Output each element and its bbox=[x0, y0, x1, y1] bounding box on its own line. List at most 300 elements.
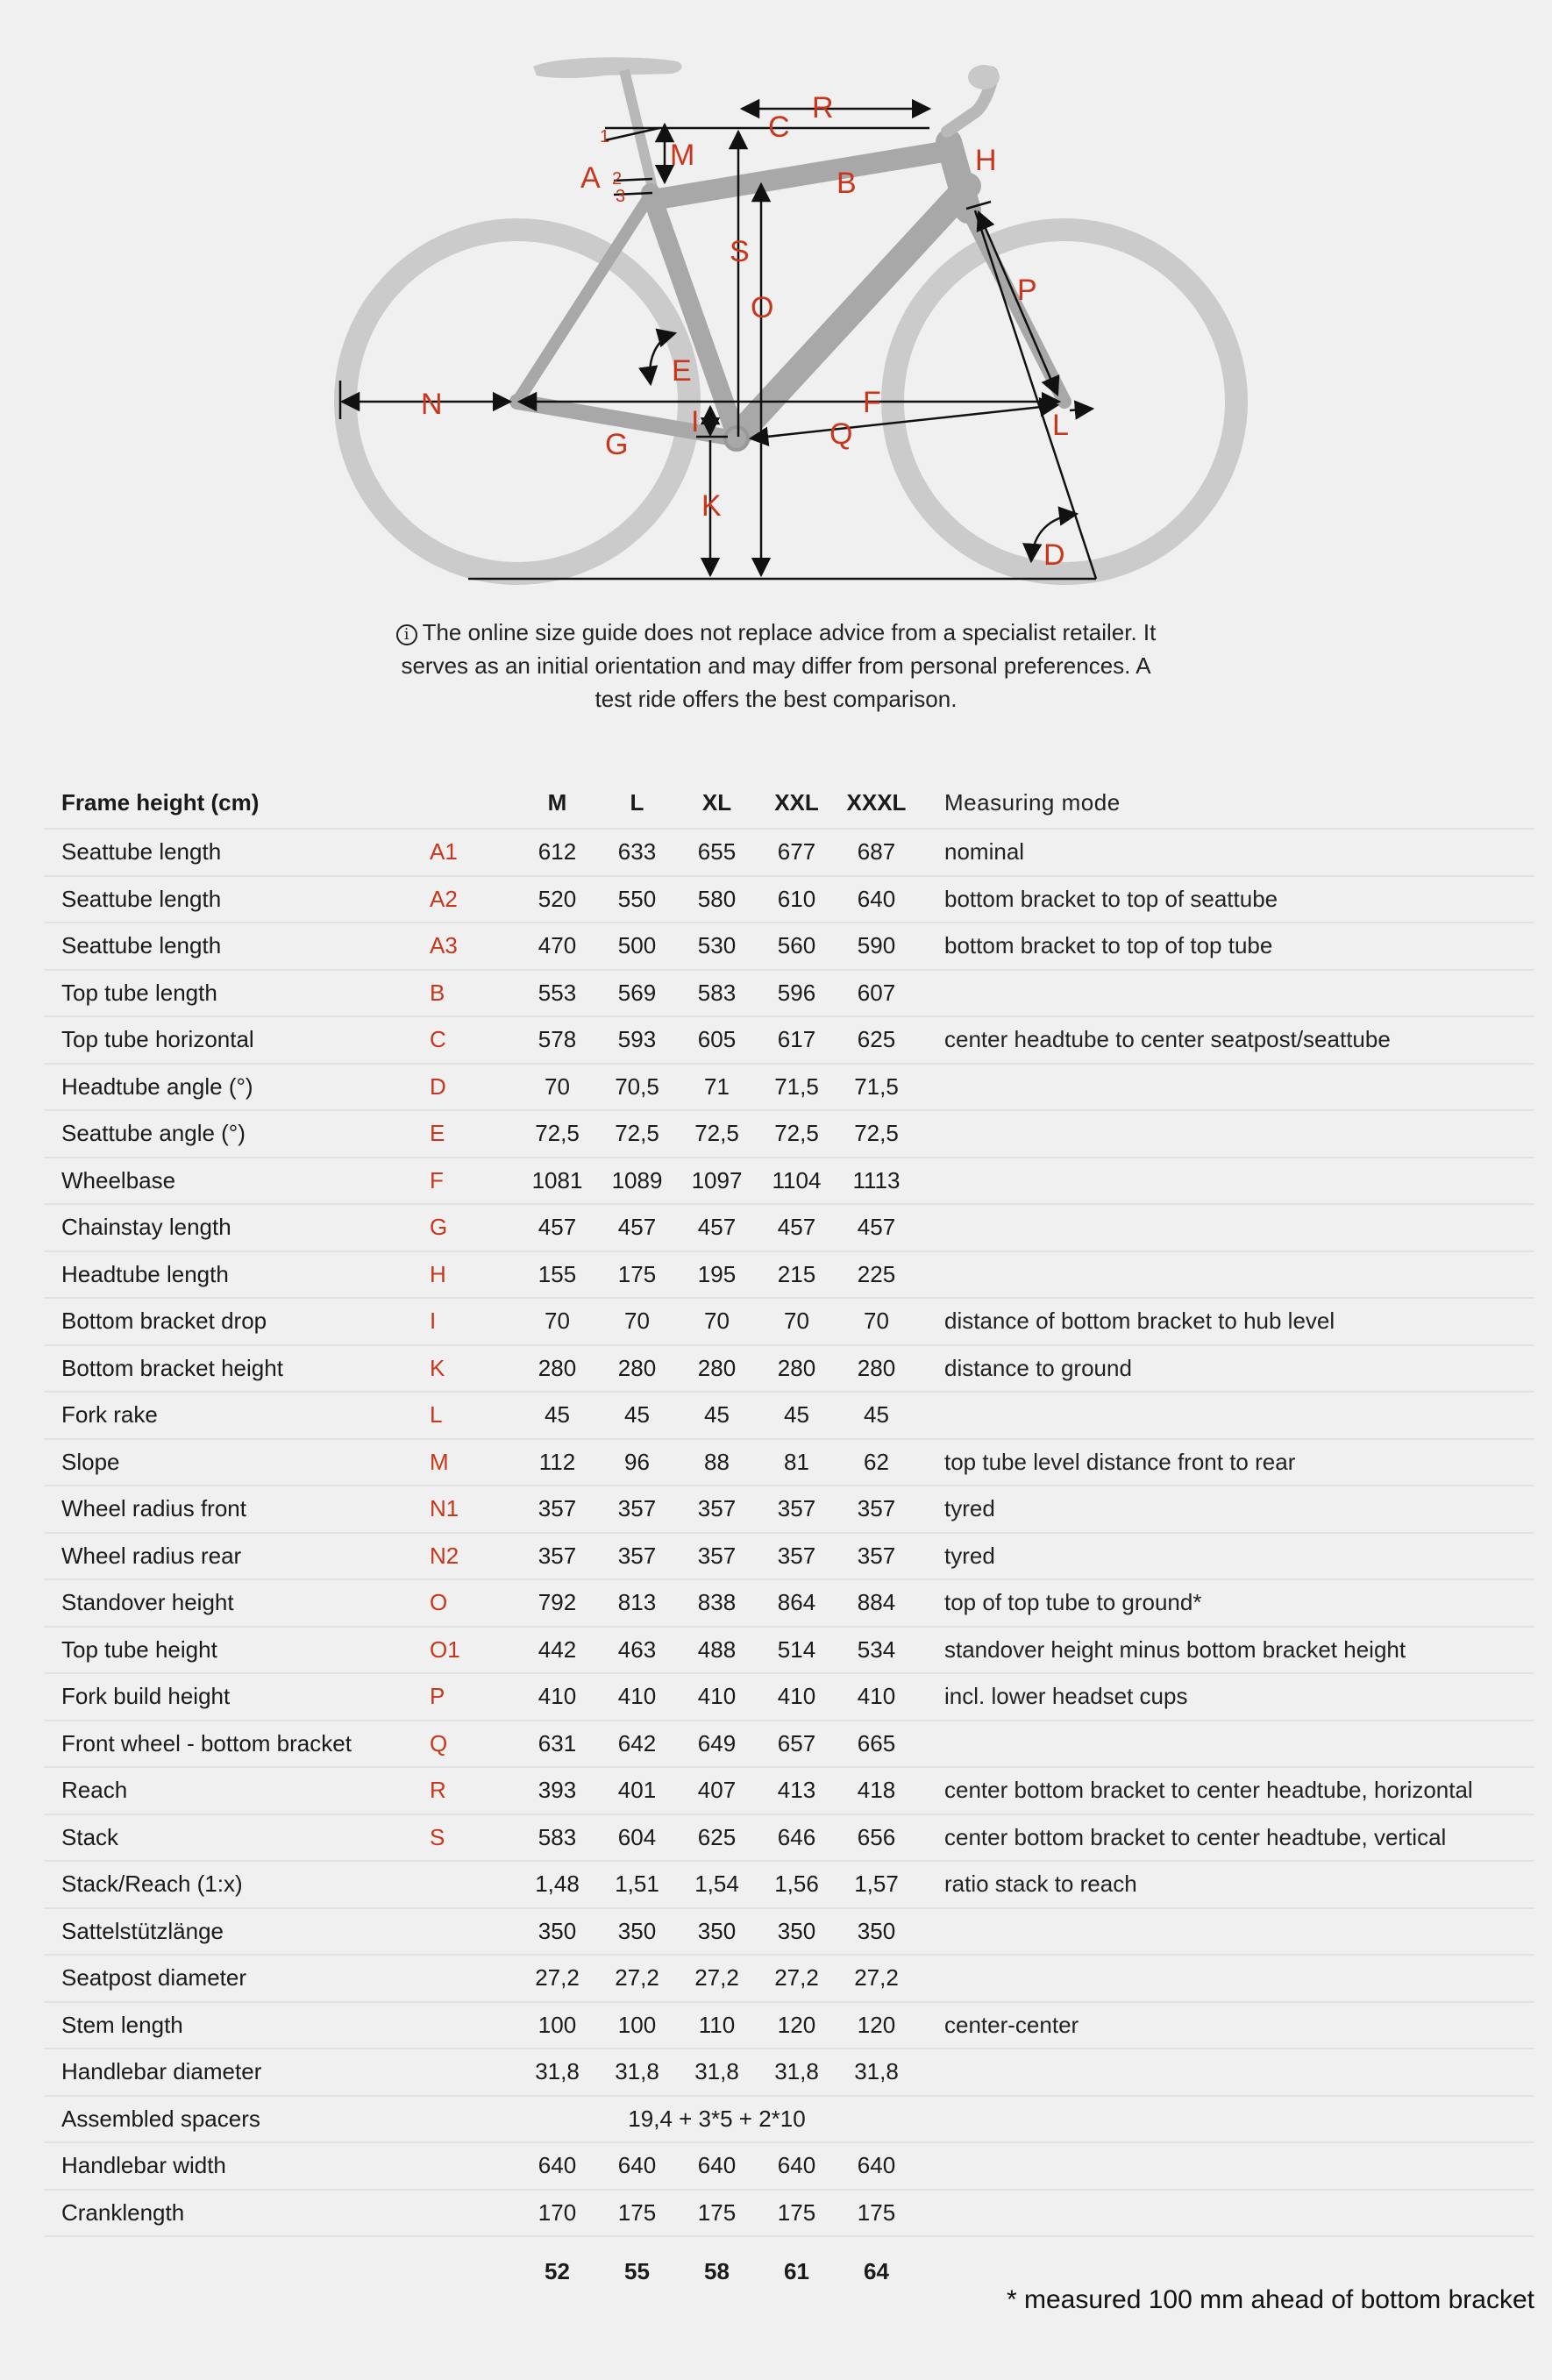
row-label: Top tube horizontal bbox=[44, 1016, 430, 1064]
row-value: 280 bbox=[757, 1345, 837, 1393]
row-value: 45 bbox=[837, 1392, 916, 1439]
row-value: 100 bbox=[597, 2002, 677, 2049]
row-mode: nominal bbox=[916, 829, 1534, 876]
row-value: 72,5 bbox=[677, 1110, 757, 1158]
row-value: 120 bbox=[837, 2002, 916, 2049]
row-label: Fork build height bbox=[44, 1673, 430, 1721]
row-value: 642 bbox=[597, 1721, 677, 1768]
table-row bbox=[44, 1627, 1534, 1674]
row-value: 31,8 bbox=[837, 2049, 916, 2096]
row-value: 72,5 bbox=[597, 1110, 677, 1158]
label-O: O bbox=[751, 291, 774, 324]
table-row bbox=[44, 1204, 1534, 1251]
row-value: 418 bbox=[837, 1767, 916, 1814]
row-code bbox=[430, 1908, 517, 1956]
row-mode bbox=[916, 1721, 1534, 1768]
row-value: 583 bbox=[517, 1814, 597, 1862]
label-E: E bbox=[672, 354, 692, 388]
row-code: O bbox=[430, 1579, 517, 1627]
row-value: 62 bbox=[837, 1439, 916, 1486]
row-value: 27,2 bbox=[757, 1955, 837, 2002]
saddle bbox=[533, 57, 682, 78]
row-value: 410 bbox=[677, 1673, 757, 1721]
header-size: L bbox=[597, 777, 677, 829]
row-value: 280 bbox=[677, 1345, 757, 1393]
row-value: 640 bbox=[597, 2142, 677, 2190]
row-value: 640 bbox=[837, 2142, 916, 2190]
row-value: 590 bbox=[837, 923, 916, 970]
row-value: 70 bbox=[517, 1298, 597, 1345]
row-value: 607 bbox=[837, 970, 916, 1017]
row-value: 1,48 bbox=[517, 1861, 597, 1908]
frame-size-cm: 58 bbox=[704, 2257, 730, 2284]
row-value: 553 bbox=[517, 970, 597, 1017]
row-value: 410 bbox=[837, 1673, 916, 1721]
row-value: 357 bbox=[757, 1486, 837, 1533]
row-value: 31,8 bbox=[757, 2049, 837, 2096]
row-mode: bottom bracket to top of top tube bbox=[916, 923, 1534, 970]
row-label: Top tube length bbox=[44, 970, 430, 1017]
row-mode bbox=[916, 1392, 1534, 1439]
row-value: 410 bbox=[757, 1673, 837, 1721]
row-mode bbox=[916, 1908, 1534, 1956]
label-P: P bbox=[1017, 274, 1037, 307]
row-value: 457 bbox=[837, 1204, 916, 1251]
row-value: 407 bbox=[677, 1767, 757, 1814]
row-mode: bottom bracket to top of seattube bbox=[916, 876, 1534, 923]
row-value: 45 bbox=[517, 1392, 597, 1439]
row-value: 463 bbox=[597, 1627, 677, 1674]
row-label: Seattube length bbox=[44, 829, 430, 876]
label-R: R bbox=[812, 91, 834, 125]
row-value: 413 bbox=[757, 1767, 837, 1814]
row-value: 410 bbox=[597, 1673, 677, 1721]
row-value: 596 bbox=[757, 970, 837, 1017]
row-value: 100 bbox=[517, 2002, 597, 2049]
row-value: 640 bbox=[677, 2142, 757, 2190]
table-row bbox=[44, 1579, 1534, 1627]
label-Q: Q bbox=[829, 417, 853, 451]
table-row bbox=[44, 1064, 1534, 1111]
table-row bbox=[44, 923, 1534, 970]
row-label: Chainstay length bbox=[44, 1204, 430, 1251]
row-value: 1,51 bbox=[597, 1861, 677, 1908]
row-value: 96 bbox=[597, 1439, 677, 1486]
row-value: 617 bbox=[757, 1016, 837, 1064]
header-size: XL bbox=[677, 777, 757, 829]
row-value: 31,8 bbox=[517, 2049, 597, 2096]
row-value: 280 bbox=[517, 1345, 597, 1393]
row-value: 70 bbox=[597, 1298, 677, 1345]
frame-size-cm: 55 bbox=[624, 2257, 650, 2284]
table-row bbox=[44, 970, 1534, 1017]
row-mode: incl. lower headset cups bbox=[916, 1673, 1534, 1721]
row-mode bbox=[916, 970, 1534, 1017]
row-value: 656 bbox=[837, 1814, 916, 1862]
row-value: 657 bbox=[757, 1721, 837, 1768]
row-code: B bbox=[430, 970, 517, 1017]
row-value: 1089 bbox=[597, 1158, 677, 1205]
row-value: 633 bbox=[597, 829, 677, 876]
row-mode: center-center bbox=[916, 2002, 1534, 2049]
table-row bbox=[44, 1908, 1534, 1956]
row-label: Bottom bracket drop bbox=[44, 1298, 430, 1345]
row-value: 677 bbox=[757, 829, 837, 876]
row-mode bbox=[916, 2142, 1534, 2190]
row-value: 457 bbox=[677, 1204, 757, 1251]
row-value: 27,2 bbox=[677, 1955, 757, 2002]
table-row bbox=[44, 1721, 1534, 1768]
row-mode: top of top tube to ground* bbox=[916, 1579, 1534, 1627]
row-value: 225 bbox=[837, 1251, 916, 1299]
label-A3: 3 bbox=[616, 187, 626, 206]
bike-geometry-diagram bbox=[0, 0, 1552, 596]
row-mode: center bottom bracket to center headtube, horizontal bbox=[916, 1767, 1534, 1814]
label-S: S bbox=[730, 235, 750, 268]
table-row bbox=[44, 1110, 1534, 1158]
row-value: 357 bbox=[517, 1533, 597, 1580]
size-guide-note bbox=[381, 616, 1171, 716]
row-value: 215 bbox=[757, 1251, 837, 1299]
row-value: 71,5 bbox=[757, 1064, 837, 1111]
row-label: Assembled spacers bbox=[44, 2096, 430, 2143]
row-mode: center bottom bracket to center headtube, vertical bbox=[916, 1814, 1534, 1862]
header-size: M bbox=[517, 777, 597, 829]
row-value: 27,2 bbox=[517, 1955, 597, 2002]
table-row bbox=[44, 1533, 1534, 1580]
row-value: 350 bbox=[517, 1908, 597, 1956]
geometry-table bbox=[44, 777, 1534, 2305]
row-value: 1,54 bbox=[677, 1861, 757, 1908]
row-value: 457 bbox=[517, 1204, 597, 1251]
row-value: 457 bbox=[757, 1204, 837, 1251]
note-text: The online size guide does not replace advice from a specialist retailer. It serves as an initial orientation and may differ from personal preferences. A test ride offers the best comparison. bbox=[401, 619, 1157, 712]
row-value: 640 bbox=[757, 2142, 837, 2190]
row-value: 610 bbox=[757, 876, 837, 923]
row-value: 175 bbox=[677, 2190, 757, 2237]
table-row bbox=[44, 1861, 1534, 1908]
row-value: 155 bbox=[517, 1251, 597, 1299]
row-value: 357 bbox=[837, 1533, 916, 1580]
row-value: 578 bbox=[517, 1016, 597, 1064]
row-value: 31,8 bbox=[597, 2049, 677, 2096]
row-label: Handlebar width bbox=[44, 2142, 430, 2190]
table-row bbox=[44, 1486, 1534, 1533]
row-value: 1097 bbox=[677, 1158, 757, 1205]
table-row bbox=[44, 829, 1534, 876]
info-icon: i bbox=[396, 624, 417, 645]
row-code bbox=[430, 2002, 517, 2049]
row-label: Stack/Reach (1:x) bbox=[44, 1861, 430, 1908]
label-I: I bbox=[691, 405, 700, 438]
row-code: F bbox=[430, 1158, 517, 1205]
frame-size-cm: 64 bbox=[864, 2257, 889, 2284]
row-value: 640 bbox=[837, 876, 916, 923]
row-value: 605 bbox=[677, 1016, 757, 1064]
row-value: 500 bbox=[597, 923, 677, 970]
row-value: 72,5 bbox=[517, 1110, 597, 1158]
row-value: 864 bbox=[757, 1579, 837, 1627]
row-mode bbox=[916, 2049, 1534, 2096]
row-value: 350 bbox=[757, 1908, 837, 1956]
row-value: 72,5 bbox=[837, 1110, 916, 1158]
row-code: P bbox=[430, 1673, 517, 1721]
row-value: 569 bbox=[597, 970, 677, 1017]
row-value: 112 bbox=[517, 1439, 597, 1486]
row-label: Headtube length bbox=[44, 1251, 430, 1299]
row-code: O1 bbox=[430, 1627, 517, 1674]
row-value: 71,5 bbox=[837, 1064, 916, 1111]
label-H: H bbox=[975, 144, 997, 177]
row-value: 1,56 bbox=[757, 1861, 837, 1908]
row-label: Wheelbase bbox=[44, 1158, 430, 1205]
row-value: 442 bbox=[517, 1627, 597, 1674]
row-code: R bbox=[430, 1767, 517, 1814]
row-value: 488 bbox=[677, 1627, 757, 1674]
row-value: 120 bbox=[757, 2002, 837, 2049]
table-row bbox=[44, 2142, 1534, 2190]
label-A: A bbox=[580, 161, 601, 195]
row-value: 81 bbox=[757, 1439, 837, 1486]
row-code: N1 bbox=[430, 1486, 517, 1533]
row-mode bbox=[916, 1064, 1534, 1111]
header-measuring-mode: Measuring mode bbox=[916, 777, 1534, 829]
table-row bbox=[44, 1814, 1534, 1862]
row-value: 550 bbox=[597, 876, 677, 923]
row-label: Stem length bbox=[44, 2002, 430, 2049]
row-value: 71 bbox=[677, 1064, 757, 1111]
row-code: L bbox=[430, 1392, 517, 1439]
label-N: N bbox=[421, 388, 443, 421]
row-code: A3 bbox=[430, 923, 517, 970]
row-label: Standover height bbox=[44, 1579, 430, 1627]
row-value: 583 bbox=[677, 970, 757, 1017]
row-value: 357 bbox=[677, 1486, 757, 1533]
table-row bbox=[44, 1439, 1534, 1486]
table-row bbox=[44, 2002, 1534, 2049]
row-value: 45 bbox=[757, 1392, 837, 1439]
table-row bbox=[44, 1158, 1534, 1205]
row-label: Fork rake bbox=[44, 1392, 430, 1439]
row-value: 357 bbox=[677, 1533, 757, 1580]
table-row bbox=[44, 1767, 1534, 1814]
row-label: Top tube height bbox=[44, 1627, 430, 1674]
row-value: 72,5 bbox=[757, 1110, 837, 1158]
row-label: Handlebar diameter bbox=[44, 2049, 430, 2096]
label-M: M bbox=[670, 139, 695, 172]
row-label: Front wheel - bottom bracket bbox=[44, 1721, 430, 1768]
row-value: 665 bbox=[837, 1721, 916, 1768]
row-code: A1 bbox=[430, 829, 517, 876]
row-value: 514 bbox=[757, 1627, 837, 1674]
row-label: Reach bbox=[44, 1767, 430, 1814]
table-row bbox=[44, 876, 1534, 923]
row-value: 88 bbox=[677, 1439, 757, 1486]
row-value: 70 bbox=[757, 1298, 837, 1345]
row-value: 175 bbox=[757, 2190, 837, 2237]
row-value: 520 bbox=[517, 876, 597, 923]
label-K: K bbox=[701, 489, 722, 523]
label-A2: 2 bbox=[612, 169, 623, 189]
row-code: A2 bbox=[430, 876, 517, 923]
row-value: 170 bbox=[517, 2190, 597, 2237]
row-mode: center headtube to center seatpost/seattube bbox=[916, 1016, 1534, 1064]
row-value: 350 bbox=[837, 1908, 916, 1956]
row-value: 357 bbox=[757, 1533, 837, 1580]
row-value: 792 bbox=[517, 1579, 597, 1627]
row-value: 357 bbox=[837, 1486, 916, 1533]
handlebar-grip bbox=[968, 65, 1000, 89]
label-B: B bbox=[837, 167, 857, 200]
row-value: 350 bbox=[677, 1908, 757, 1956]
row-code: N2 bbox=[430, 1533, 517, 1580]
row-value: 604 bbox=[597, 1814, 677, 1862]
footnote: * measured 100 mm ahead of bottom bracket bbox=[1007, 2285, 1534, 2314]
row-mode: tyred bbox=[916, 1533, 1534, 1580]
row-label: Wheel radius rear bbox=[44, 1533, 430, 1580]
row-label: Wheel radius front bbox=[44, 1486, 430, 1533]
table-row bbox=[44, 2096, 1534, 2143]
row-value: 1081 bbox=[517, 1158, 597, 1205]
header-frame-height: Frame height (cm) bbox=[44, 777, 430, 829]
row-mode bbox=[916, 2190, 1534, 2237]
row-value: 410 bbox=[517, 1673, 597, 1721]
row-mode: standover height minus bottom bracket height bbox=[916, 1627, 1534, 1674]
row-value: 70 bbox=[517, 1064, 597, 1111]
table-row bbox=[44, 2190, 1534, 2237]
table-row bbox=[44, 2049, 1534, 2096]
row-value: 110 bbox=[677, 2002, 757, 2049]
row-value: 625 bbox=[677, 1814, 757, 1862]
row-value: 625 bbox=[837, 1016, 916, 1064]
row-value: 530 bbox=[677, 923, 757, 970]
row-mode bbox=[916, 1110, 1534, 1158]
row-value: 357 bbox=[597, 1533, 677, 1580]
row-value: 175 bbox=[597, 1251, 677, 1299]
row-code: E bbox=[430, 1110, 517, 1158]
table-header-row bbox=[44, 777, 1534, 829]
row-code: M bbox=[430, 1439, 517, 1486]
row-code: S bbox=[430, 1814, 517, 1862]
row-value: 31,8 bbox=[677, 2049, 757, 2096]
row-mode bbox=[916, 1955, 1534, 2002]
label-C: C bbox=[768, 110, 790, 144]
table-row bbox=[44, 1673, 1534, 1721]
header-size: XXXL bbox=[837, 777, 916, 829]
row-value: 687 bbox=[837, 829, 916, 876]
row-code bbox=[430, 2190, 517, 2237]
row-mode: distance to ground bbox=[916, 1345, 1534, 1393]
frame-size-cm: 61 bbox=[784, 2257, 809, 2284]
row-value: 27,2 bbox=[837, 1955, 916, 2002]
row-mode bbox=[916, 1158, 1534, 1205]
spacers-value: 19,4 + 3*5 + 2*10 bbox=[517, 2096, 916, 2143]
row-label: Seattube length bbox=[44, 876, 430, 923]
row-mode bbox=[916, 1251, 1534, 1299]
row-value: 646 bbox=[757, 1814, 837, 1862]
row-value: 280 bbox=[597, 1345, 677, 1393]
row-mode: distance of bottom bracket to hub level bbox=[916, 1298, 1534, 1345]
row-code: Q bbox=[430, 1721, 517, 1768]
row-value: 70 bbox=[837, 1298, 916, 1345]
row-value: 45 bbox=[597, 1392, 677, 1439]
row-value: 45 bbox=[677, 1392, 757, 1439]
row-value: 838 bbox=[677, 1579, 757, 1627]
label-A1: 1 bbox=[600, 127, 610, 146]
label-D: D bbox=[1043, 538, 1065, 572]
row-value: 534 bbox=[837, 1627, 916, 1674]
label-L: L bbox=[1052, 409, 1069, 442]
row-mode: top tube level distance front to rear bbox=[916, 1439, 1534, 1486]
row-value: 1104 bbox=[757, 1158, 837, 1205]
row-value: 560 bbox=[757, 923, 837, 970]
row-code bbox=[430, 2142, 517, 2190]
row-label: Slope bbox=[44, 1439, 430, 1486]
table-row bbox=[44, 1298, 1534, 1345]
table-row bbox=[44, 1016, 1534, 1064]
label-F: F bbox=[863, 386, 881, 419]
row-label: Bottom bracket height bbox=[44, 1345, 430, 1393]
frame-size-cm: 52 bbox=[545, 2257, 570, 2284]
row-code: H bbox=[430, 1251, 517, 1299]
row-value: 631 bbox=[517, 1721, 597, 1768]
row-label: Headtube angle (°) bbox=[44, 1064, 430, 1111]
row-value: 70,5 bbox=[597, 1064, 677, 1111]
row-value: 649 bbox=[677, 1721, 757, 1768]
row-value: 175 bbox=[597, 2190, 677, 2237]
row-code: C bbox=[430, 1016, 517, 1064]
row-value: 280 bbox=[837, 1345, 916, 1393]
row-value: 1113 bbox=[837, 1158, 916, 1205]
row-code: G bbox=[430, 1204, 517, 1251]
row-value: 470 bbox=[517, 923, 597, 970]
row-label: Seatpost diameter bbox=[44, 1955, 430, 2002]
row-label: Seattube angle (°) bbox=[44, 1110, 430, 1158]
row-mode: ratio stack to reach bbox=[916, 1861, 1534, 1908]
row-code bbox=[430, 1861, 517, 1908]
row-value: 350 bbox=[597, 1908, 677, 1956]
row-mode: tyred bbox=[916, 1486, 1534, 1533]
table-row bbox=[44, 1392, 1534, 1439]
row-value: 457 bbox=[597, 1204, 677, 1251]
row-label: Seattube length bbox=[44, 923, 430, 970]
row-value: 655 bbox=[677, 829, 757, 876]
header-size: XXL bbox=[757, 777, 837, 829]
row-value: 813 bbox=[597, 1579, 677, 1627]
row-value: 393 bbox=[517, 1767, 597, 1814]
row-code: D bbox=[430, 1064, 517, 1111]
row-code bbox=[430, 1955, 517, 2002]
row-mode bbox=[916, 1204, 1534, 1251]
row-value: 1,57 bbox=[837, 1861, 916, 1908]
row-value: 640 bbox=[517, 2142, 597, 2190]
row-value: 175 bbox=[837, 2190, 916, 2237]
row-value: 357 bbox=[517, 1486, 597, 1533]
row-value: 27,2 bbox=[597, 1955, 677, 2002]
row-value: 580 bbox=[677, 876, 757, 923]
label-G: G bbox=[605, 428, 629, 461]
row-value: 357 bbox=[597, 1486, 677, 1533]
row-value: 401 bbox=[597, 1767, 677, 1814]
table-row bbox=[44, 1955, 1534, 2002]
row-value: 70 bbox=[677, 1298, 757, 1345]
row-code: I bbox=[430, 1298, 517, 1345]
row-label: Stack bbox=[44, 1814, 430, 1862]
row-label: Sattelstützlänge bbox=[44, 1908, 430, 1956]
row-value: 884 bbox=[837, 1579, 916, 1627]
row-label: Cranklength bbox=[44, 2190, 430, 2237]
table-row bbox=[44, 1345, 1534, 1393]
